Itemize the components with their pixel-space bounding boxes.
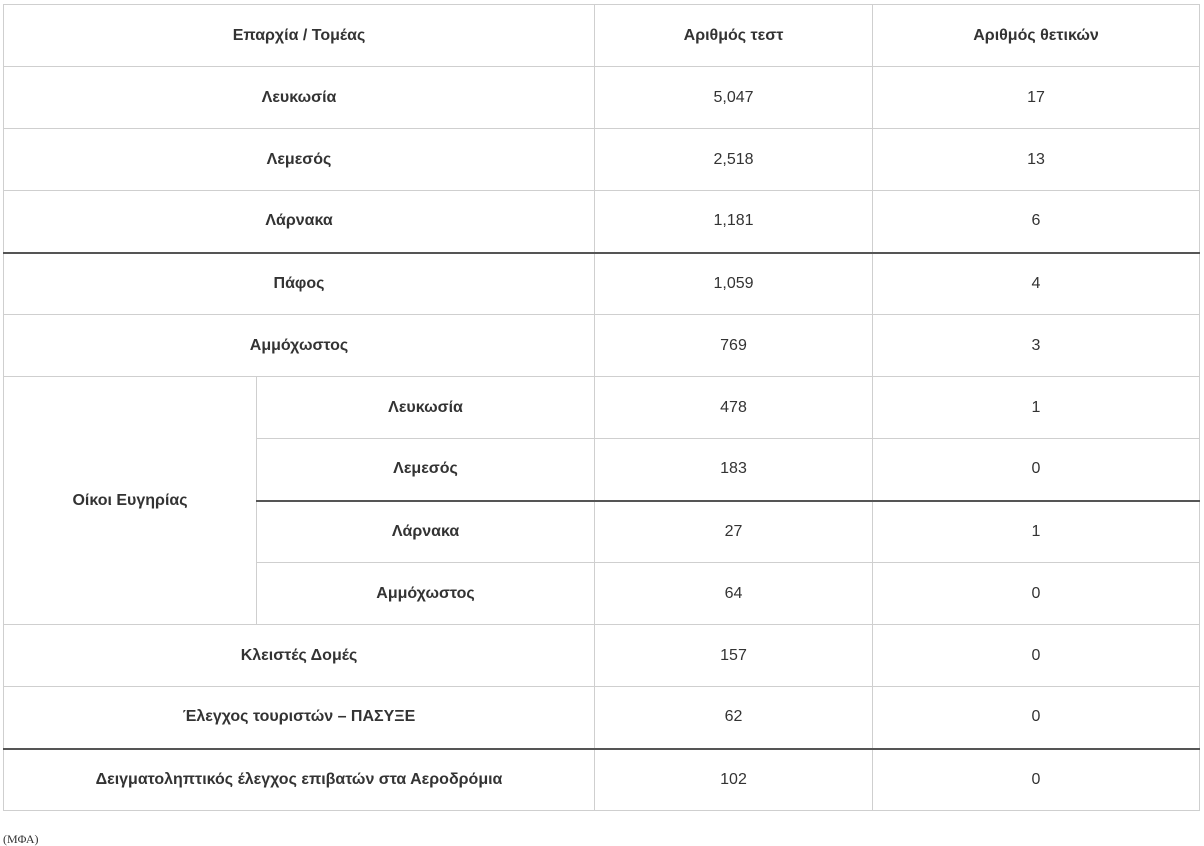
row-label: Αμμόχωστος — [4, 315, 595, 377]
row-label: Λεμεσός — [4, 129, 595, 191]
sub-row-positives: 1 — [873, 501, 1200, 563]
row-label: Κλειστές Δομές — [4, 625, 595, 687]
row-tests: 102 — [595, 749, 873, 811]
header-region: Επαρχία / Τομέας — [4, 5, 595, 67]
row-positives: 4 — [873, 253, 1200, 315]
row-tests: 1,059 — [595, 253, 873, 315]
row-tests: 1,181 — [595, 191, 873, 253]
care-homes-label: Οίκοι Ευγηρίας — [4, 377, 257, 625]
row-positives: 3 — [873, 315, 1200, 377]
footnote: (ΜΦΑ) — [3, 832, 39, 846]
row-tests: 769 — [595, 315, 873, 377]
row-tests: 157 — [595, 625, 873, 687]
row-positives: 13 — [873, 129, 1200, 191]
table-row — [4, 687, 1200, 749]
sub-row-label: Λευκωσία — [257, 377, 595, 439]
row-positives: 0 — [873, 749, 1200, 811]
row-positives: 0 — [873, 625, 1200, 687]
row-tests: 2,518 — [595, 129, 873, 191]
header-tests: Αριθμός τεστ — [595, 5, 873, 67]
row-tests: 62 — [595, 687, 873, 749]
sub-row-label: Λεμεσός — [257, 439, 595, 501]
row-positives: 6 — [873, 191, 1200, 253]
row-positives: 0 — [873, 687, 1200, 749]
header-row — [4, 5, 1200, 67]
table-row — [4, 315, 1200, 377]
sub-row-tests: 478 — [595, 377, 873, 439]
row-label: Δειγματοληπτικός έλεγχος επιβατών στα Αεροδρόμια — [4, 749, 595, 811]
row-label: Λάρνακα — [4, 191, 595, 253]
table-row — [4, 67, 1200, 129]
row-label: Λευκωσία — [4, 67, 595, 129]
sub-row-label: Αμμόχωστος — [257, 563, 595, 625]
row-label: Πάφος — [4, 253, 595, 315]
header-positives: Αριθμός θετικών — [873, 5, 1200, 67]
table-row — [4, 377, 1200, 439]
table-row — [4, 129, 1200, 191]
table-row — [4, 253, 1200, 315]
row-tests: 5,047 — [595, 67, 873, 129]
sub-row-positives: 1 — [873, 377, 1200, 439]
table-row — [4, 749, 1200, 811]
covid-tests-table — [3, 4, 1200, 811]
table-row — [4, 625, 1200, 687]
sub-row-tests: 64 — [595, 563, 873, 625]
row-label: Έλεγχος τουριστών – ΠΑΣΥΞΕ — [4, 687, 595, 749]
sub-row-label: Λάρνακα — [257, 501, 595, 563]
sub-row-tests: 27 — [595, 501, 873, 563]
sub-row-positives: 0 — [873, 563, 1200, 625]
sub-row-tests: 183 — [595, 439, 873, 501]
row-positives: 17 — [873, 67, 1200, 129]
table-row — [4, 191, 1200, 253]
sub-row-positives: 0 — [873, 439, 1200, 501]
